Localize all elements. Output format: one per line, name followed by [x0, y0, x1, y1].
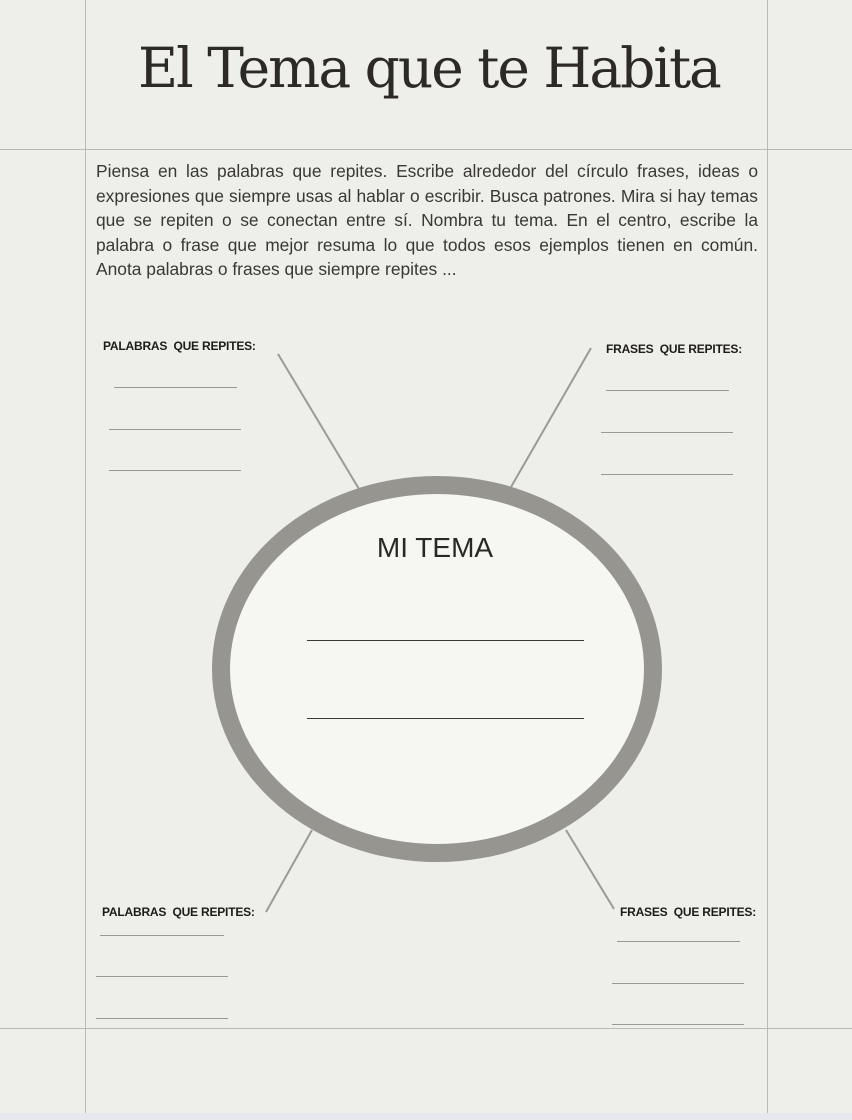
top-right-answer-line[interactable]	[606, 390, 729, 391]
top-left-answer-line[interactable]	[109, 429, 241, 430]
bottom-left-section-label: PALABRAS QUE REPITES:	[102, 905, 255, 919]
top-right-section-label: FRASES QUE REPITES:	[606, 342, 743, 356]
bottom-left-answer-line[interactable]	[96, 1018, 228, 1019]
top-left-section-label: PALABRAS QUE REPITES:	[103, 339, 256, 353]
top-left-answer-line[interactable]	[109, 470, 241, 471]
bottom-right-answer-line[interactable]	[612, 983, 744, 984]
my-theme-label: MI TEMA	[376, 532, 494, 563]
bottom-right-answer-line[interactable]	[617, 941, 740, 942]
theme-answer-line[interactable]	[307, 718, 584, 719]
bottom-right-answer-line[interactable]	[612, 1024, 744, 1025]
bottom-left-answer-line[interactable]	[96, 976, 228, 977]
theme-answer-line[interactable]	[307, 640, 584, 641]
instructions-paragraph: Piensa en las palabras que repites. Escribe alrededor del círculo frases, ideas o expresiones que siempre usas al hablar o escribir. Busca patrones. Mira si hay temas que se repiten o se conectan entre sí. Nombra tu tema. En el centro, escribe la palabra o frase que mejor resuma lo que todos esos ejemplos tienen en común. Anota palabras o frases que siempre repites ...	[96, 161, 758, 279]
connector-top-right	[511, 348, 591, 487]
connector-top-left	[278, 354, 359, 489]
connector-bottom-right	[566, 830, 614, 909]
page-title: El Tema que te Habita	[138, 36, 720, 100]
top-right-answer-line[interactable]	[601, 474, 733, 475]
top-right-answer-line[interactable]	[601, 432, 733, 433]
connector-bottom-left	[266, 830, 312, 912]
top-left-answer-line[interactable]	[114, 387, 237, 388]
bottom-left-answer-line[interactable]	[100, 935, 224, 936]
bottom-right-section-label: FRASES QUE REPITES:	[620, 905, 757, 919]
